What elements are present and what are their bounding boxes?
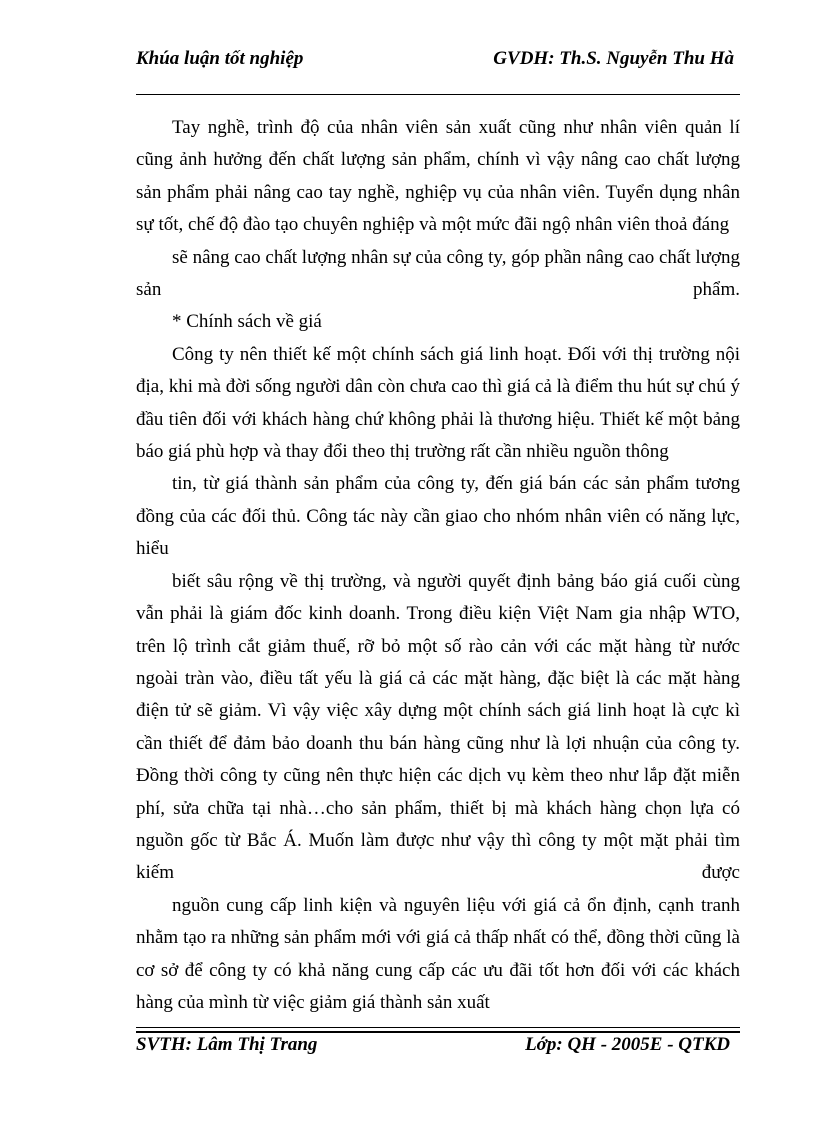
document-body — [136, 112, 740, 1019]
header-advisor: GVDH: Th.S. Nguyễn Thu Hà — [493, 48, 734, 69]
paragraph-supply-sources: nguồn cung cấp linh kiện và nguyên liệu với giá cả ổn định, cạnh tranh nhằm tạo ra những sản phẩm mới với giá cả thấp nhất có thể, đồng thời cũng là cơ sở để công ty có khả năng cung cấp các ưu đãi tốt hơn đối với các khách hàng của mình từ việc giảm giá thành sản xuất — [136, 894, 740, 1013]
paragraph-staff-skills: Tay nghề, trình độ của nhân viên sản xuất cũng như nhân viên quản lí cũng ảnh hưởng đến chất lượng sản phẩm, chính vì vậy nâng cao chất lượng sản phẩm phải nâng cao tay nghề, nghiệp vụ của nhân viên. Tuyển dụng nhân sự tốt, chế độ đào tạo chuyên nghiệp và một mức đãi ngộ nhân viên thoả đáng — [136, 117, 740, 236]
paragraph-staff-quality: sẽ nâng cao chất lượng nhân sự của công ty, góp phần nâng cao chất lượng sản phẩm. — [136, 246, 740, 301]
footer-class: Lớp: QH - 2005E - QTKD — [525, 1034, 730, 1055]
paragraph-pricing-info: tin, từ giá thành sản phẩm của công ty, đến giá bán các sản phẩm tương đồng của các đối thủ. Công tác này cần giao cho nhóm nhân viên có năng lực, hiểu — [136, 473, 740, 560]
header-divider — [136, 94, 740, 95]
paragraph-pricing-wto: biết sâu rộng về thị trường, và người quyết định bảng báo giá cuối cùng vẫn phải là giám đốc kinh doanh. Trong điều kiện Việt Nam gia nhập WTO, trên lộ trình cắt giảm thuế, rỡ bỏ một số rào cản với các mặt hàng từ nước ngoài tràn vào, điều tất yếu là giá cả các mặt hàng, đặc biệt là các mặt hàng điện tử sẽ giảm. Vì vậy việc xây dựng một chính sách giá linh hoạt là cực kì cần thiết để đảm bảo doanh thu bán hàng cũng như là lợi nhuận của công ty. Đồng thời công ty cũng nên thực hiện các dịch vụ kèm theo như lắp đặt miễn phí, sửa chữa tại nhà…cho sản phẩm, thiết bị mà khách hàng chọn lựa có nguồn gốc từ Bắc Á. Muốn làm được như vậy thì công ty một mặt phải tìm kiếm được — [136, 570, 740, 884]
section-heading-pricing-policy: * Chính sách về giá — [172, 311, 322, 333]
page-footer — [136, 1034, 740, 1060]
page-header — [136, 48, 740, 74]
footer-divider-thick — [136, 1031, 740, 1033]
footer-student: SVTH: Lâm Thị Trang — [136, 1034, 318, 1055]
paragraph-pricing-flexible: Công ty nên thiết kế một chính sách giá linh hoạt. Đối với thị trường nội địa, khi mà đời sống người dân còn chưa cao thì giá cả là điểm thu hút sự chú ý đầu tiên đối với khách hàng chứ không phải là thương hiệu. Thiết kế một bảng báo giá phù hợp và thay đổi theo thị trường rất cần nhiều nguồn thông — [136, 343, 740, 463]
header-thesis-title: Khúa luận tốt nghiệp — [136, 48, 304, 69]
footer-divider-thin — [136, 1027, 740, 1028]
